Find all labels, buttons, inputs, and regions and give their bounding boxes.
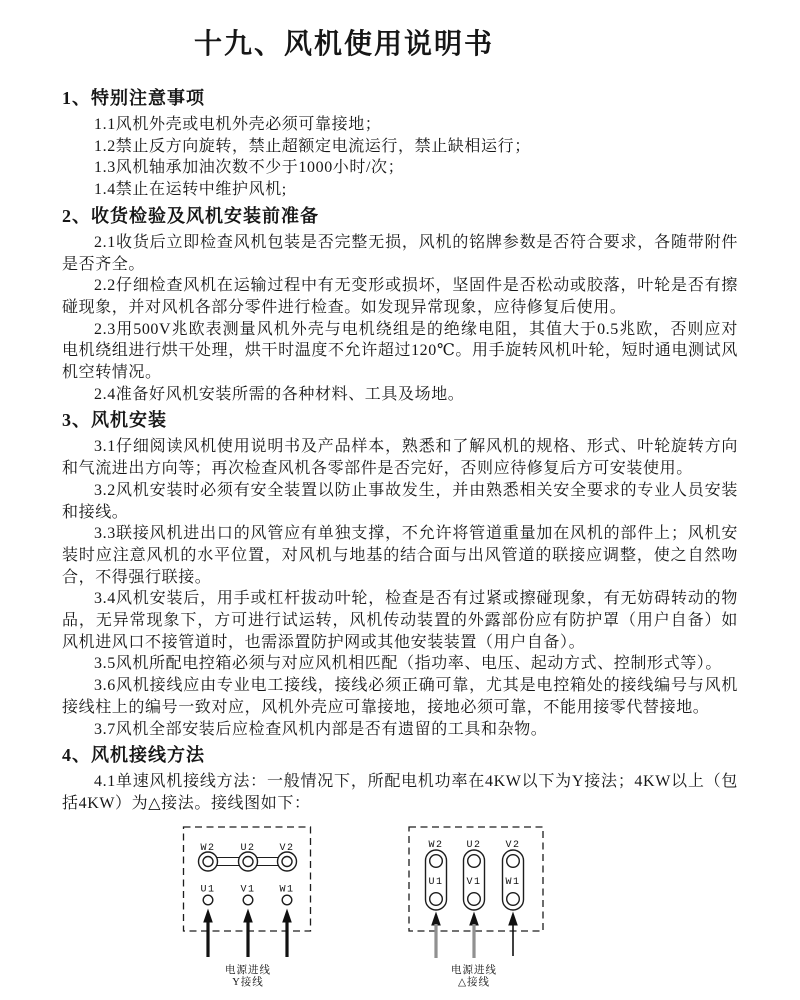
paragraph-3-6: 3.6风机接线应由专业电工接线，接线必须正确可靠，尤其是电控箱处的接线编号与风机接线柱上的编号一致对应，风机外壳应可靠接地，接地必须可靠，不能用接零代替接地。 xyxy=(62,677,738,716)
page-title: 十九、风机使用说明书 xyxy=(193,29,494,60)
section-4-heading: 4、风机接线方法 xyxy=(62,745,205,766)
terminal-label-u2: U2 xyxy=(466,839,482,851)
up-arrow-icon xyxy=(508,911,518,956)
terminal-w2 xyxy=(199,852,218,871)
paragraph-2-1: 2.1收货后立即检查风机包装是否完整无损，风机的铭牌参数是否符合要求，各随带附件是否齐全。 xyxy=(62,233,738,273)
terminal-label-u1: U1 xyxy=(200,884,216,896)
terminal-u1 xyxy=(203,895,213,905)
section-2-heading: 2、收货检验及风机安装前准备 xyxy=(62,205,319,226)
y-diagram-caption-type: Y接线 xyxy=(232,976,264,988)
paragraph-3-3: 3.3联接风机进出口的风管应有单独支撑，不允许将管道重量加在风机的部件上；风机安装时应注意风机的水平位置，对风机与地基的结合面与出风管道的联接应调整，使之自然吻合，不得强行联接。 xyxy=(62,525,738,586)
paragraph-2-3: 2.3用500V兆欧表测量风机外壳与电机绕组是的绝缘电阻，其值大于0.5兆欧，否则应对电机绕组进行烘干处理，烘干时温度不允许超过120℃。用手旋转风机叶轮，短时通电测试风机空转情况。 xyxy=(62,320,738,382)
paragraph-3-2: 3.2风机安装时必须有安全装置以防止事故发生，并由熟悉相关安全要求的专业人员安装和接线。 xyxy=(62,481,738,521)
terminal-label-w1: W1 xyxy=(279,884,295,896)
paragraph-2-4: 2.4准备好风机安装所需的各种材料、工具及场地。 xyxy=(94,385,465,403)
terminal-label-v2: V2 xyxy=(505,839,521,851)
paragraph-1-2: 1.2禁止反方向旋转，禁止超额定电流运行，禁止缺相运行； xyxy=(94,137,531,155)
section-fan-installation xyxy=(62,408,738,740)
paragraph-1-4: 1.4禁止在运转中维护风机; xyxy=(94,181,287,199)
up-arrow-icon xyxy=(431,911,441,958)
paragraph-1-1: 1.1风机外壳或电机外壳必须可靠接地； xyxy=(94,116,382,133)
terminal-label-v2: V2 xyxy=(279,842,295,854)
terminal-label-u1: U1 xyxy=(428,876,444,888)
delta-diagram-caption-type: △接线 xyxy=(457,976,491,988)
y-diagram-caption-power: 电源进线 xyxy=(225,964,271,976)
up-arrow-icon xyxy=(282,908,292,957)
terminal-v2 xyxy=(278,852,297,871)
paragraph-3-1: 3.1仔细阅读风机使用说明书及产品样本，熟悉和了解风机的规格、形式、叶轮旋转方向和气流进出方向等；再次检查风机各零部件是否完好，否则应待修复后方可安装使用。 xyxy=(62,438,738,478)
paragraph-2-2: 2.2仔细检查风机在运输过程中有无变形或损坏，坚固件是否松动或胶落，叶轮是否有擦碰现象，并对风机各部分零件进行检查。如发现异常现象，应待修复后使用。 xyxy=(62,277,738,316)
up-arrow-icon xyxy=(243,908,253,957)
up-arrow-icon xyxy=(469,911,479,958)
y-connection-diagram xyxy=(180,823,320,995)
section-1-heading: 1、特别注意事项 xyxy=(62,88,205,108)
paragraph-3-4: 3.4风机安装后，用手或杠杆拔动叶轮，检查是否有过紧或擦碰现象，有无妨碍转动的物品，无异常现象下，方可进行试运转，风机传动装置的外露部份应有防护罩（用户自备）如风机进风口不接管道时，也需添置防护网或其他安装装置（用户自备）。 xyxy=(62,590,738,651)
terminal-label-v1: V1 xyxy=(240,884,256,896)
section-receiving-inspection xyxy=(62,204,738,406)
wiring-diagrams xyxy=(62,823,738,999)
terminal-label-w2: W2 xyxy=(200,842,216,854)
paragraph-1-3: 1.3风机轴承加油次数不少于1000小时/次； xyxy=(94,159,405,177)
terminal-u2 xyxy=(239,852,258,871)
paragraph-4-1: 4.1单速风机接线方法：一般情况下，所配电机功率在4KW以下为Y接法；4KW以上（包括4KW）为△接法。接线图如下： xyxy=(62,773,738,812)
up-arrow-icon xyxy=(203,908,213,957)
terminal-label-w2: W2 xyxy=(428,839,444,851)
paragraph-3-7: 3.7风机全部安装后应检查风机内部是否有遗留的工具和杂物。 xyxy=(94,720,548,738)
section-wiring-method xyxy=(62,743,738,814)
terminal-label-v1: V1 xyxy=(466,876,482,888)
terminal-v1 xyxy=(243,895,253,905)
terminal-w1 xyxy=(282,895,292,905)
delta-diagram-caption-power: 电源进线 xyxy=(451,964,497,976)
terminal-label-w1: W1 xyxy=(505,876,521,888)
section-3-heading: 3、风机安装 xyxy=(62,410,167,431)
paragraph-3-5: 3.5风机所配电控箱必须与对应风机相匹配（指功率、电压、起动方式、控制形式等）。 xyxy=(94,655,723,673)
section-special-notes xyxy=(62,86,738,201)
delta-connection-diagram xyxy=(403,823,553,995)
terminal-label-u2: U2 xyxy=(240,842,256,854)
